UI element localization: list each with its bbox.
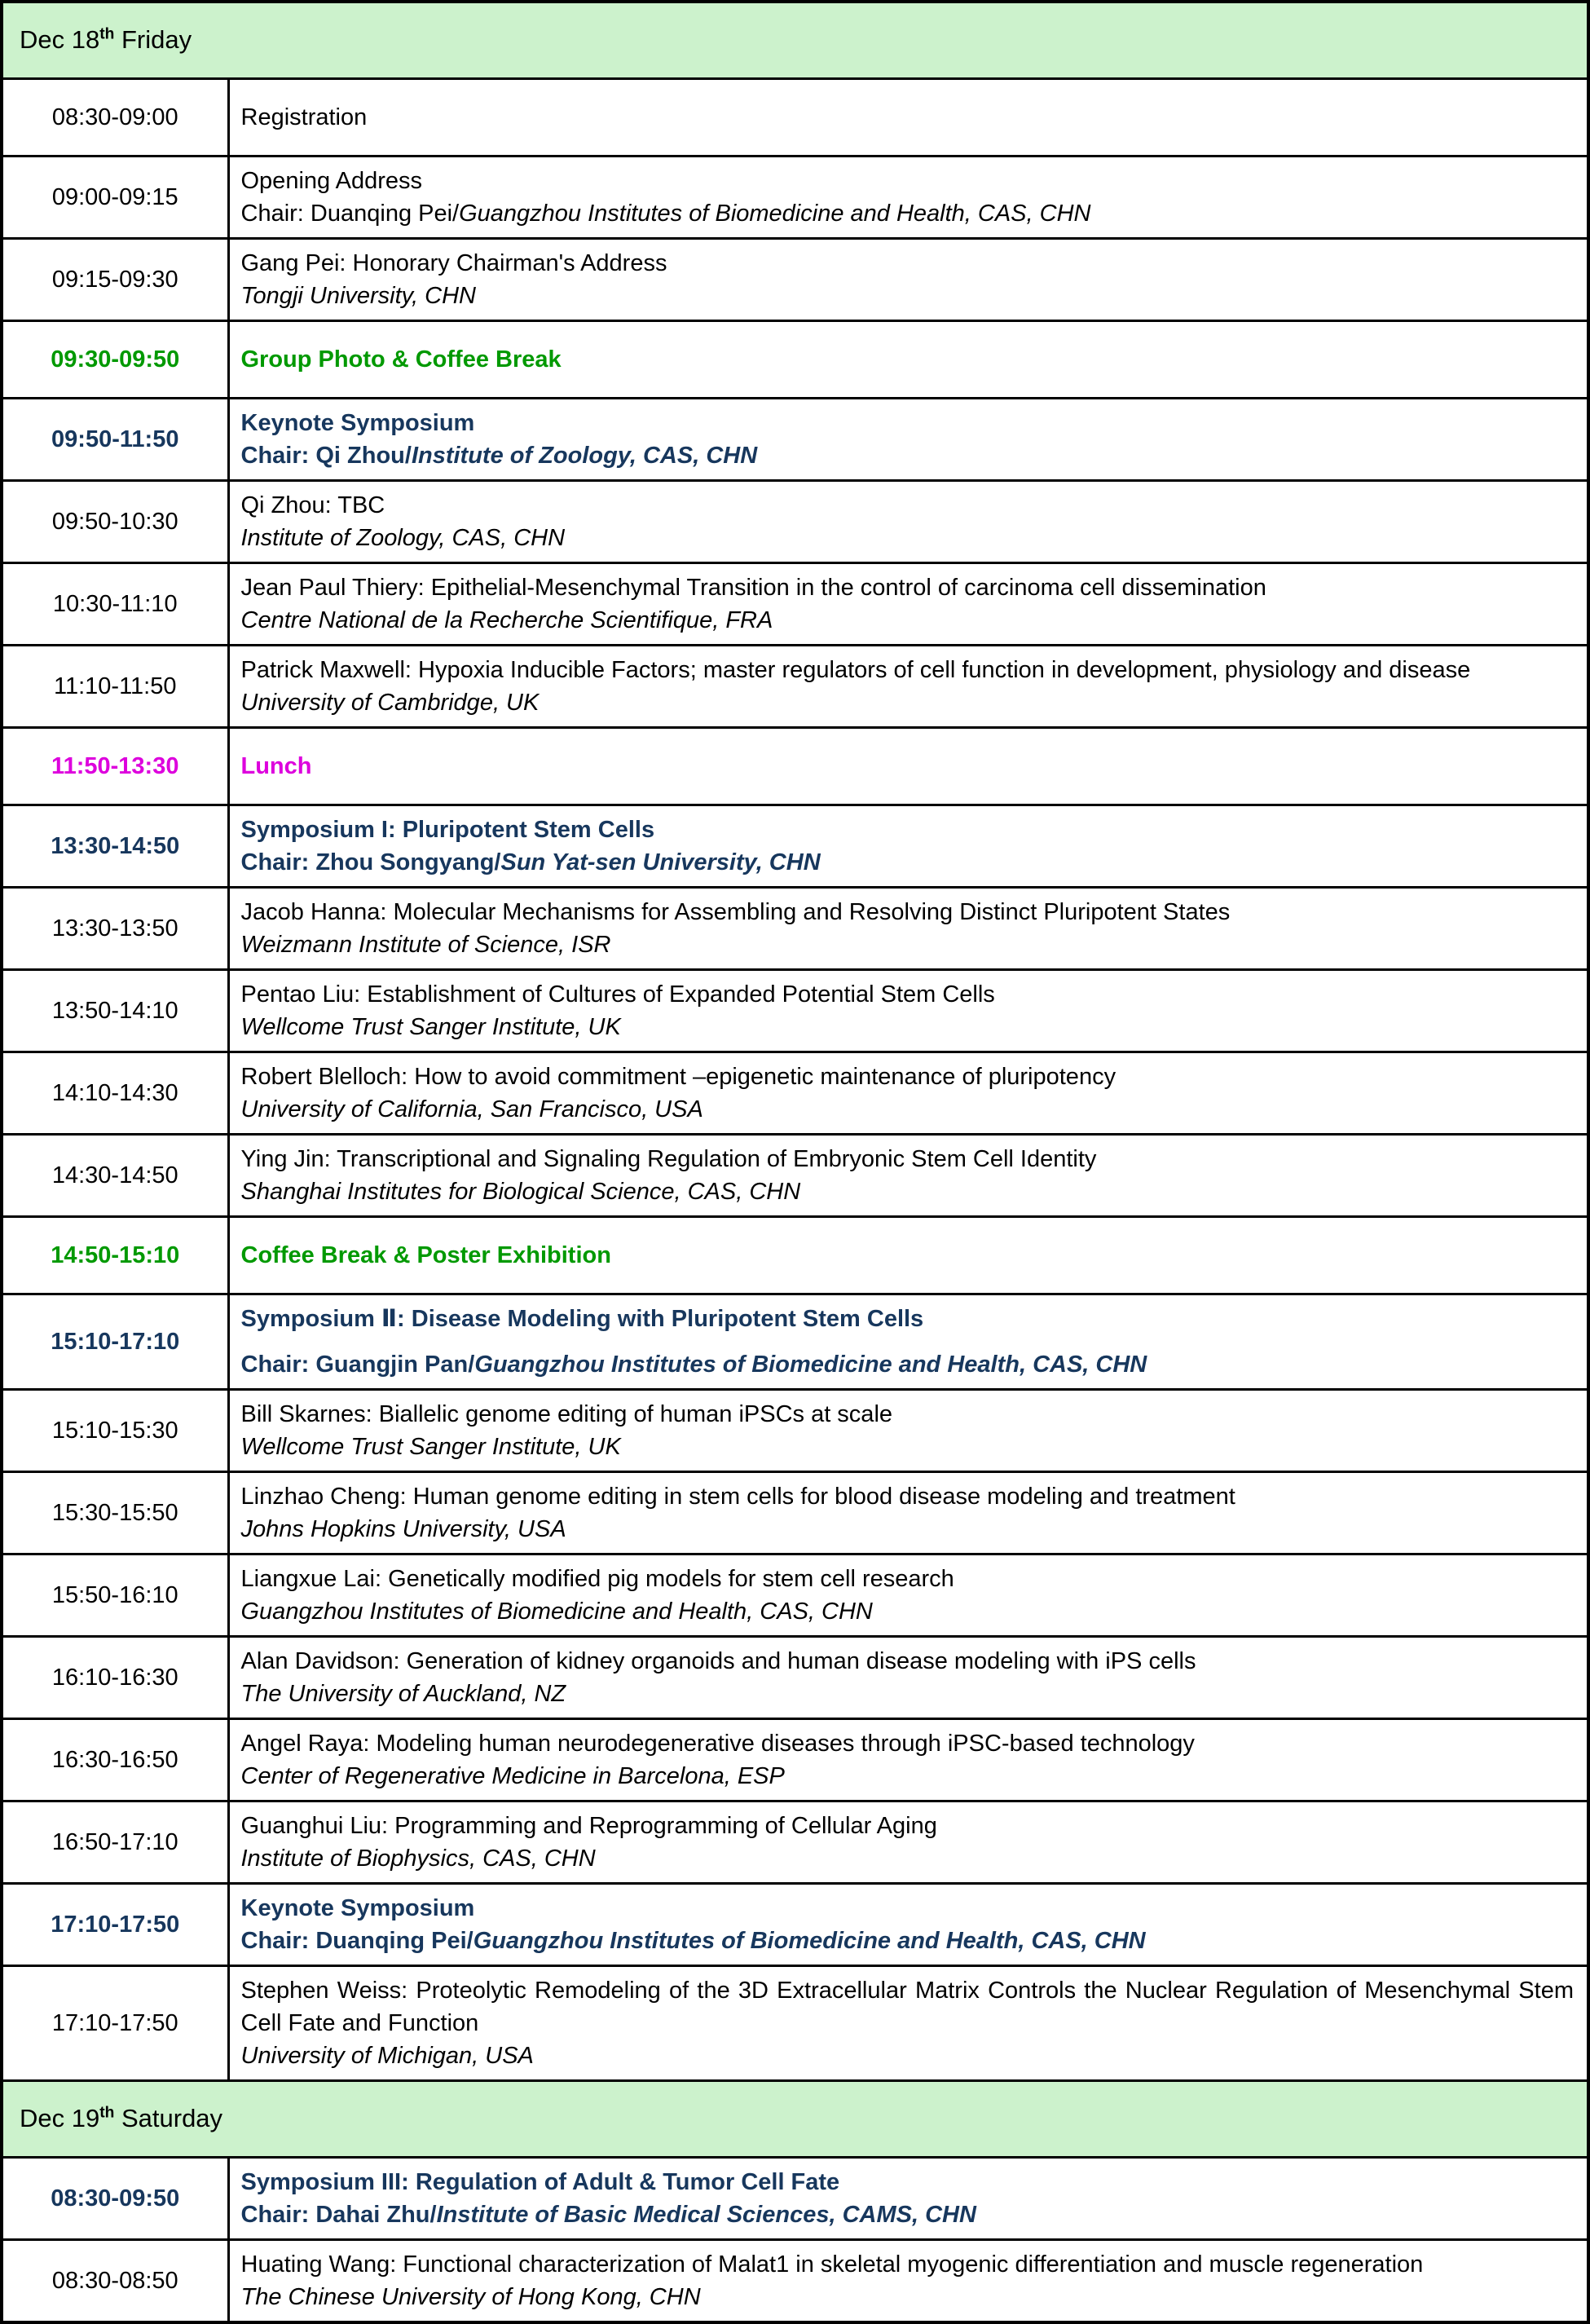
session-content <box>241 1225 1575 1285</box>
session-row <box>2 1217 1588 1294</box>
time-cell <box>2 398 228 480</box>
session-content <box>241 978 1575 1043</box>
session-text: Pentao Liu: Establishment of Cultures of Expanded Potential Stem Cells <box>240 981 995 1008</box>
time-range: 11:10-11:50 <box>54 673 177 699</box>
session-line <box>241 1513 1575 1546</box>
session-cell <box>228 1637 1588 1719</box>
session-text: Jean Paul Thiery: Epithelial-Mesenchymal Transition in the control of carcinoma cell dissemination <box>240 574 1266 601</box>
session-text: Symposium III: Regulation of Adult & Tumor Cell Fate <box>240 2169 840 2196</box>
affiliation-text: Johns Hopkins University, USA <box>240 1516 566 1543</box>
affiliation-text: Institute of Basic Medical Sciences, CAMS, CHN <box>436 2202 976 2229</box>
session-cell <box>228 1390 1588 1472</box>
time-cell <box>2 480 228 562</box>
time-cell <box>2 156 228 238</box>
session-row <box>2 156 1588 238</box>
session-row <box>2 398 1588 480</box>
day-title-text: Friday <box>114 25 192 54</box>
session-line <box>241 1061 1575 1093</box>
session-row <box>2 1390 1588 1472</box>
session-cell <box>228 1472 1588 1554</box>
session-cell <box>228 1217 1588 1294</box>
affiliation-text: Institute of Biophysics, CAS, CHN <box>240 1846 596 1872</box>
session-text: Symposium I: Pluripotent Stem Cells <box>240 816 655 843</box>
session-line <box>241 1480 1575 1513</box>
session-cell <box>228 805 1588 887</box>
session-row <box>2 1052 1588 1135</box>
session-line <box>241 1925 1575 1957</box>
time-range: 15:10-15:30 <box>51 1418 178 1444</box>
session-line <box>241 101 1575 134</box>
session-text: Jacob Hanna: Molecular Mechanisms for Assembling and Resolving Distinct Pluripotent States <box>240 898 1231 925</box>
affiliation-text: Wellcome Trust Sanger Institute, UK <box>240 1014 621 1041</box>
session-line <box>241 1563 1575 1595</box>
session-line <box>241 439 1575 472</box>
session-row <box>2 238 1588 320</box>
affiliation-text: Institute of Zoology, CAS, CHN <box>411 442 758 469</box>
time-cell <box>2 320 228 398</box>
session-line <box>241 280 1575 312</box>
session-text: Chair: Dahai Zhu/ <box>240 2202 437 2229</box>
session-content <box>241 1810 1575 1875</box>
time-range: 09:15-09:30 <box>51 266 178 293</box>
session-text: Bill Skarnes: Biallelic genome editing of human iPSCs at scale <box>240 1401 893 1428</box>
time-range: 14:50-15:10 <box>51 1242 180 1269</box>
session-content <box>241 814 1575 879</box>
session-row <box>2 805 1588 887</box>
affiliation-text: University of California, San Francisco, USA <box>240 1096 703 1123</box>
session-cell <box>228 645 1588 727</box>
affiliation-text: Guangzhou Institutes of Biomedicine and Health, CAS, CHN <box>473 1928 1146 1955</box>
time-range: 13:30-13:50 <box>51 915 178 942</box>
session-cell <box>228 970 1588 1052</box>
session-row <box>2 887 1588 969</box>
session-line <box>241 1011 1575 1043</box>
session-cell <box>228 238 1588 320</box>
time-range: 09:00-09:15 <box>51 183 178 210</box>
time-range: 15:30-15:50 <box>51 1500 178 1527</box>
session-content <box>241 87 1575 148</box>
session-text: Opening Address <box>240 167 422 194</box>
session-line <box>241 978 1575 1011</box>
session-cell <box>228 2158 1588 2240</box>
time-cell <box>2 1135 228 1217</box>
session-cell <box>228 1801 1588 1884</box>
time-cell <box>2 1884 228 1966</box>
day-header-cell <box>2 2 1588 78</box>
time-cell <box>2 78 228 156</box>
session-line <box>241 1810 1575 1842</box>
session-line <box>241 165 1575 197</box>
affiliation-text: Tongji University, CHN <box>240 282 476 309</box>
session-cell <box>228 1294 1588 1390</box>
session-text: Qi Zhou: TBC <box>240 492 385 518</box>
session-line <box>241 1348 1575 1381</box>
time-range: 09:50-10:30 <box>51 508 178 535</box>
session-content <box>241 165 1575 230</box>
session-cell <box>228 1719 1588 1801</box>
session-text: Stephen Weiss: Proteolytic Remodeling of the 3D Extracellular Matrix Controls the Nuclear Regulation of Mesenchymal Stem Cell Fate and Function <box>240 1978 1574 2037</box>
session-text: Patrick Maxwell: Hypoxia Inducible Factors; master regulators of cell function in development, physiology and disease <box>240 656 1471 683</box>
session-text: Chair: Duanqing Pei/ <box>240 200 460 227</box>
affiliation-text: Weizmann Institute of Science, ISR <box>240 932 611 958</box>
affiliation-text: University of Michigan, USA <box>240 2043 534 2070</box>
session-line <box>241 1175 1575 1208</box>
time-range: 09:50-11:50 <box>51 426 179 452</box>
session-content <box>241 1974 1575 2072</box>
ordinal-suffix: th <box>99 25 115 43</box>
session-line <box>241 604 1575 637</box>
time-cell <box>2 2240 228 2323</box>
time-range: 16:30-16:50 <box>51 1747 178 1774</box>
ordinal-suffix: th <box>99 2105 115 2123</box>
time-cell <box>2 1801 228 1884</box>
session-content <box>241 1645 1575 1710</box>
session-content <box>241 654 1575 719</box>
day-title-text: Saturday <box>114 2104 223 2133</box>
affiliation-text: University of Cambridge, UK <box>240 689 540 716</box>
session-text: Chair: Zhou Songyang/ <box>240 849 501 875</box>
session-row <box>2 1801 1588 1884</box>
session-text: Symposium Ⅱ: Disease Modeling with Pluripotent Stem Cells <box>240 1306 924 1333</box>
session-line <box>241 686 1575 719</box>
session-text: Coffee Break & Poster Exhibition <box>240 1242 611 1269</box>
session-row <box>2 2158 1588 2240</box>
time-range: 16:50-17:10 <box>51 1829 178 1856</box>
session-cell <box>228 156 1588 238</box>
session-text: Angel Raya: Modeling human neurodegenerative diseases through iPSC-based technology <box>240 1731 1195 1757</box>
session-row <box>2 320 1588 398</box>
session-line <box>241 1398 1575 1431</box>
session-text: Gang Pei: Honorary Chairman's Address <box>240 249 667 276</box>
session-text: Group Photo & Coffee Break <box>240 346 562 373</box>
day-title-text: Dec 18 <box>20 25 100 54</box>
session-line <box>241 489 1575 522</box>
session-content <box>241 1727 1575 1793</box>
session-text: Guanghui Liu: Programming and Reprogramming of Cellular Aging <box>240 1813 937 1840</box>
time-range: 09:30-09:50 <box>51 346 180 373</box>
session-text: Chair: Guangjin Pan/ <box>240 1352 475 1378</box>
session-row <box>2 562 1588 645</box>
time-range: 11:50-13:30 <box>51 752 179 779</box>
session-row <box>2 1472 1588 1554</box>
session-text: Keynote Symposium <box>240 409 475 436</box>
session-cell <box>228 398 1588 480</box>
session-cell <box>228 1135 1588 1217</box>
session-cell <box>228 78 1588 156</box>
time-range: 08:30-09:00 <box>51 104 178 130</box>
session-content <box>241 2166 1575 2231</box>
time-cell <box>2 645 228 727</box>
session-line <box>241 1595 1575 1628</box>
affiliation-text: Guangzhou Institutes of Biomedicine and Health, CAS, CHN <box>240 1599 873 1625</box>
session-line <box>241 1431 1575 1463</box>
session-line <box>241 814 1575 846</box>
day-header-row <box>2 2 1588 78</box>
affiliation-text: Institute of Zoology, CAS, CHN <box>240 524 566 551</box>
time-cell <box>2 805 228 887</box>
time-cell <box>2 1637 228 1719</box>
time-cell <box>2 562 228 645</box>
time-cell <box>2 238 228 320</box>
session-line <box>241 1303 1575 1335</box>
time-cell <box>2 1217 228 1294</box>
session-content <box>241 1061 1575 1126</box>
affiliation-text: The Chinese University of Hong Kong, CHN <box>240 2284 701 2311</box>
session-line <box>241 197 1575 230</box>
affiliation-text: Shanghai Institutes for Biological Science, CAS, CHN <box>240 1179 801 1206</box>
session-row <box>2 727 1588 805</box>
session-row <box>2 645 1588 727</box>
session-text: Chair: Duanqing Pei/ <box>240 1928 473 1955</box>
session-line <box>241 1727 1575 1760</box>
time-range: 16:10-16:30 <box>51 1665 178 1691</box>
session-line <box>241 343 1575 376</box>
session-line <box>241 1974 1575 2040</box>
session-line <box>241 2281 1575 2313</box>
session-line <box>241 1678 1575 1710</box>
session-cell <box>228 887 1588 969</box>
affiliation-text: Centre National de la Recherche Scientifique, FRA <box>240 606 773 633</box>
session-line <box>241 2166 1575 2198</box>
session-line <box>241 1842 1575 1875</box>
session-line <box>241 247 1575 280</box>
session-cell <box>228 1884 1588 1966</box>
session-row <box>2 1637 1588 1719</box>
time-range: 08:30-08:50 <box>51 2268 178 2295</box>
session-content <box>241 407 1575 472</box>
time-range: 13:50-14:10 <box>51 998 178 1025</box>
session-cell <box>228 480 1588 562</box>
session-cell <box>228 727 1588 805</box>
time-cell <box>2 1052 228 1135</box>
time-cell <box>2 1390 228 1472</box>
session-line <box>241 1239 1575 1272</box>
session-text: Liangxue Lai: Genetically modified pig models for stem cell research <box>240 1566 954 1593</box>
session-content <box>241 571 1575 637</box>
time-range: 17:10-17:50 <box>51 1912 180 1938</box>
day-title-text: Dec 19 <box>20 2104 100 2133</box>
session-text: Linzhao Cheng: Human genome editing in stem cells for blood disease modeling and treatment <box>240 1484 1235 1510</box>
session-line <box>241 2248 1575 2281</box>
session-line <box>241 896 1575 928</box>
session-row <box>2 1135 1588 1217</box>
session-content <box>241 1143 1575 1208</box>
session-line <box>241 1892 1575 1925</box>
affiliation-text: The University of Auckland, NZ <box>240 1681 566 1708</box>
session-content <box>241 329 1575 390</box>
day-header-cell <box>2 2081 1588 2158</box>
session-line <box>241 1760 1575 1793</box>
time-cell <box>2 970 228 1052</box>
session-content <box>241 1303 1575 1381</box>
session-line <box>241 1645 1575 1678</box>
session-row <box>2 2240 1588 2323</box>
session-cell <box>228 2240 1588 2323</box>
affiliation-text: Guangzhou Institutes of Biomedicine and Health, CAS, CHN <box>459 200 1091 227</box>
time-range: 14:30-14:50 <box>51 1162 178 1189</box>
session-row <box>2 1294 1588 1390</box>
session-cell <box>228 1052 1588 1135</box>
session-line <box>241 750 1575 783</box>
session-row <box>2 1554 1588 1637</box>
session-content <box>241 1563 1575 1628</box>
session-content <box>241 1480 1575 1546</box>
session-text: Huating Wang: Functional characterization of Malat1 in skeletal myogenic differentiation and muscle regeneration <box>240 2251 1424 2278</box>
session-content <box>241 736 1575 796</box>
session-text: Keynote Symposium <box>240 1895 475 1922</box>
session-content <box>241 247 1575 312</box>
session-line <box>241 407 1575 439</box>
time-range: 08:30-09:50 <box>51 2185 180 2212</box>
session-text: Lunch <box>240 752 312 779</box>
session-text: Registration <box>240 104 368 130</box>
time-range: 17:10-17:50 <box>51 2010 178 2037</box>
session-line <box>241 1093 1575 1126</box>
time-range: 15:50-16:10 <box>51 1582 178 1609</box>
session-line <box>241 846 1575 879</box>
session-content <box>241 896 1575 961</box>
session-row <box>2 1719 1588 1801</box>
session-line <box>241 2040 1575 2072</box>
affiliation-text: Wellcome Trust Sanger Institute, UK <box>240 1434 621 1461</box>
session-line <box>241 928 1575 961</box>
session-text: Robert Blelloch: How to avoid commitment –epigenetic maintenance of pluripotency <box>240 1064 1117 1091</box>
affiliation-text: Center of Regenerative Medicine in Barcelona, ESP <box>240 1763 785 1790</box>
session-text: Chair: Qi Zhou/ <box>240 442 412 469</box>
time-cell <box>2 727 228 805</box>
day-header-row <box>2 2081 1588 2158</box>
session-cell <box>228 1966 1588 2081</box>
time-range: 13:30-14:50 <box>51 832 180 859</box>
affiliation-text: Guangzhou Institutes of Biomedicine and Health, CAS, CHN <box>474 1352 1147 1378</box>
session-cell <box>228 320 1588 398</box>
time-cell <box>2 887 228 969</box>
session-line <box>241 522 1575 554</box>
time-range: 15:10-17:10 <box>51 1329 180 1356</box>
time-range: 14:10-14:30 <box>51 1080 178 1107</box>
session-cell <box>228 562 1588 645</box>
session-line <box>241 2198 1575 2231</box>
session-row <box>2 480 1588 562</box>
session-content <box>241 1398 1575 1463</box>
session-line <box>241 654 1575 686</box>
time-cell <box>2 2158 228 2240</box>
session-row <box>2 78 1588 156</box>
session-content <box>241 489 1575 554</box>
time-cell <box>2 1554 228 1637</box>
time-cell <box>2 1719 228 1801</box>
time-cell <box>2 1966 228 2081</box>
session-text: Ying Jin: Transcriptional and Signaling Regulation of Embryonic Stem Cell Identity <box>240 1146 1097 1173</box>
session-line <box>241 1143 1575 1175</box>
session-content <box>241 1892 1575 1957</box>
session-content <box>241 2248 1575 2313</box>
affiliation-text: Sun Yat-sen University, CHN <box>500 849 821 875</box>
session-row <box>2 970 1588 1052</box>
session-line <box>241 571 1575 604</box>
time-cell <box>2 1294 228 1390</box>
schedule-body <box>2 2 1588 2322</box>
time-cell <box>2 1472 228 1554</box>
session-text: Alan Davidson: Generation of kidney organoids and human disease modeling with iPS cells <box>240 1648 1196 1675</box>
session-cell <box>228 1554 1588 1637</box>
time-range: 10:30-11:10 <box>52 590 178 617</box>
session-row <box>2 1884 1588 1966</box>
session-row <box>2 1966 1588 2081</box>
